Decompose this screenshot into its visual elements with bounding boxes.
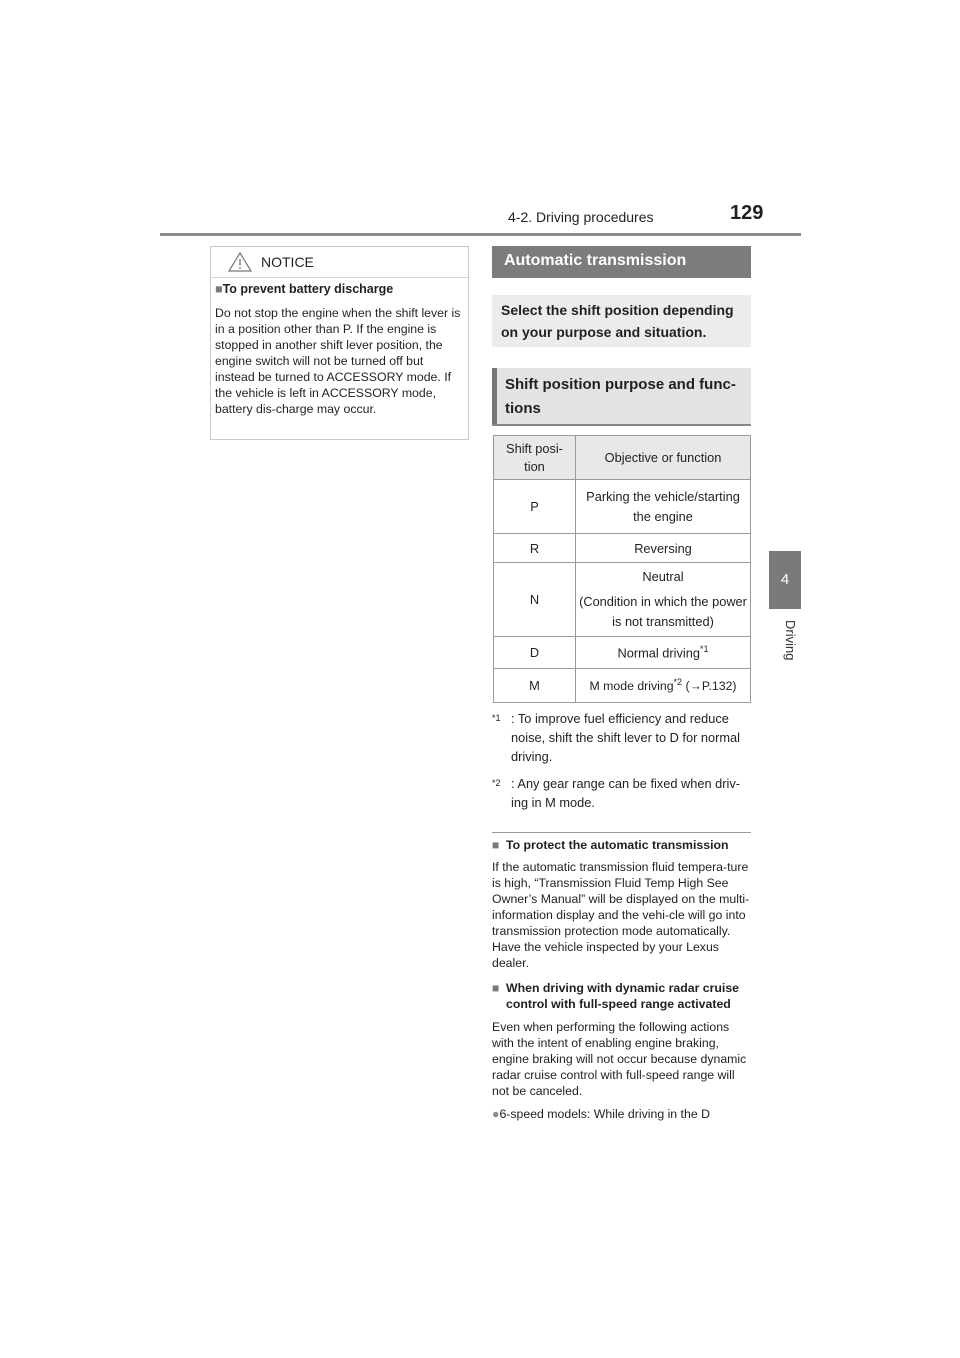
notice-header <box>211 247 468 278</box>
notice-body: Do not stop the engine when the shift lever is in a position other than P. If the engine is stopped in another shift lever position, the engine switch will not be turned off but instead be turned to ACCESSORY mode. If the vehicle is left in ACCESSORY mode, battery dis-charge may occur. <box>215 306 461 416</box>
column-header: Objective or function <box>576 436 751 480</box>
shift-position-table <box>493 435 751 703</box>
footnote-ref: *1 <box>699 644 709 655</box>
square-bullet-icon: ■ <box>492 838 500 852</box>
square-bullet-icon: ■ <box>492 981 500 995</box>
footnote-ref: *2 <box>673 677 683 688</box>
table-row <box>494 480 751 534</box>
notice-subheading: ■To prevent battery discharge <box>215 282 394 296</box>
function-main: Neutral <box>642 569 684 584</box>
table-row <box>494 637 751 669</box>
round-bullet-icon: ● <box>492 1107 500 1121</box>
table-cell-function: M mode driving$^{*2}$ (→P.132) <box>576 669 751 703</box>
intro-text: Select the shift position depending on your purpose and situation. <box>492 295 751 347</box>
header-rule <box>160 233 801 236</box>
footnote-mark: *2 <box>492 778 501 788</box>
radar-body: Even when performing the following actions with the intent of enabling engine braking, engine braking will not occur because dynamic radar cruise control with full-speed range will not be canceled. <box>492 1020 747 1098</box>
square-bullet-icon: ■ <box>215 282 223 296</box>
table-cell-function: Parking the vehicle/starting the engine <box>576 480 751 534</box>
footnote <box>492 709 754 766</box>
footnote <box>492 774 754 812</box>
subheading-rule <box>492 424 751 426</box>
running-header-section: 4-2. Driving procedures <box>508 209 654 225</box>
table-cell-position: M <box>494 669 576 703</box>
table-cell-position: R <box>494 534 576 563</box>
table-row <box>494 534 751 563</box>
table-cell-function <box>576 563 751 637</box>
section-rule <box>492 832 751 833</box>
page-reference-link[interactable]: (→P.132) <box>682 679 737 694</box>
warning-triangle-icon <box>228 252 252 272</box>
chapter-label: Driving <box>783 620 798 661</box>
table-cell-position: D <box>494 637 576 669</box>
subheading: Shift position purpose and func-tions <box>492 368 751 425</box>
section-title: Automatic transmission <box>492 246 751 278</box>
protect-heading: ■ To protect the automatic transmission <box>492 838 729 852</box>
footnote-text: : Any gear range can be fixed when driv-ing in M mode. <box>511 776 741 810</box>
footnote-mark: *1 <box>492 713 501 723</box>
page-number: 129 <box>730 202 764 224</box>
function-note: (Condition in which the power is not transmitted) <box>579 594 747 629</box>
column-header: Shift posi-tion <box>494 436 576 480</box>
table-row <box>494 563 751 637</box>
table-cell-position: P <box>494 480 576 534</box>
notice-box <box>210 246 469 440</box>
table-cell-function: Reversing <box>576 534 751 563</box>
notice-title: NOTICE <box>261 254 314 270</box>
chapter-tab: 4 <box>769 551 801 609</box>
radar-heading: ■ When driving with dynamic radar cruise control with full-speed range activated <box>492 981 740 1011</box>
table-cell-position: N <box>494 563 576 637</box>
table-row <box>494 669 751 703</box>
table-cell-function: Normal driving$^{*1}$ <box>576 637 751 669</box>
list-item: ●6-speed models: While driving in the D <box>492 1107 710 1121</box>
footnote-text: : To improve fuel efficiency and reduce noise, shift the shift lever to D for normal driving. <box>511 711 741 764</box>
protect-body: If the automatic transmission fluid tempera-ture is high, “Transmission Fluid Temp High See Owner’s Manual” will be displayed on the multi-information display and the vehi-cle will go into transmission protection mode automatically. Have the vehicle inspected by your Lexus dealer. <box>492 860 750 970</box>
table-header-row <box>494 436 751 480</box>
